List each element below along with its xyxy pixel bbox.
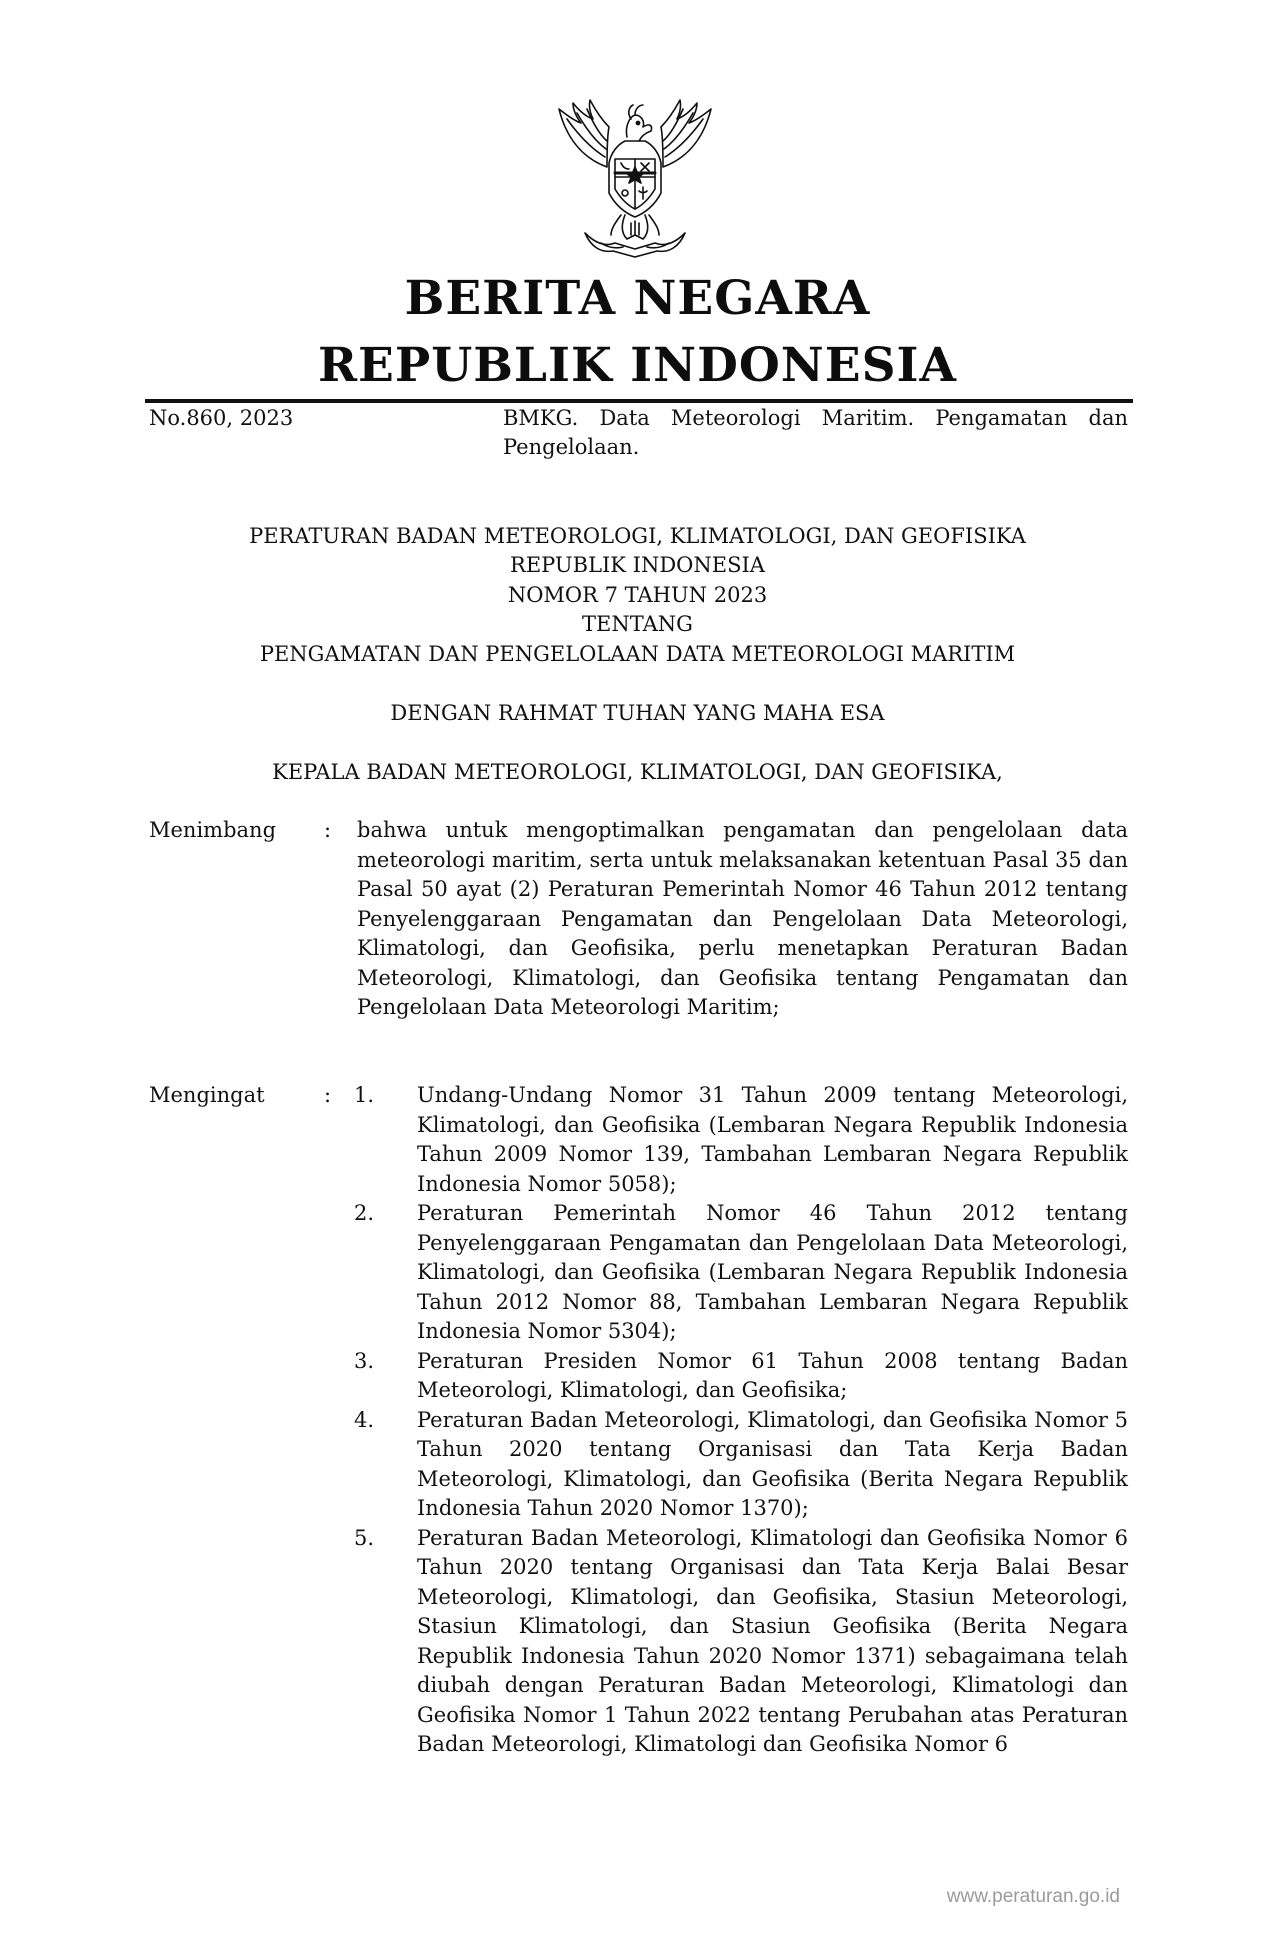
regulation-title-line-5: PENGAMATAN DAN PENGELOLAAN DATA METEOROLOGI MARITIM: [259, 642, 1016, 666]
regulation-title-line-3: NOMOR 7 TAHUN 2023: [507, 583, 768, 607]
list-item-text: Peraturan Pemerintah Nomor 46 Tahun 2012 tentang Penyelenggaraan Pengamatan dan Pengelolaan Data Meteorologi, Klimatologi, dan Geofisika (Lembaran Negara Republik Indonesia Tahun 2012 Nomor 88, Tambahan Lembaran Negara Republik Indonesia Nomor 5304);: [417, 1201, 1128, 1343]
list-item: [354, 1199, 1128, 1347]
menimbang-label: Menimbang: [149, 818, 277, 842]
list-item-number: 4.: [354, 1407, 375, 1432]
list-item: [354, 1347, 1128, 1406]
list-item-number: 1.: [354, 1083, 375, 1107]
menimbang-text: bahwa untuk mengoptimalkan pengamatan dan pengelolaan data meteorologi maritim, serta untuk melaksanakan ketentuan Pasal 35 dan Pasal 50 ayat (2) Peraturan Pemerintah Nomor 46 Tahun 2012 tentang Penyelenggaraan Pengamatan dan Pengelolaan Data Meteorologi, Klimatologi, dan Geofisika, perlu menetapkan Peraturan Badan Meteorologi, Klimatologi, dan Geofisika tentang Pengamatan dan Pengelolaan Data Meteorologi Maritim;: [357, 818, 1128, 1019]
regulation-title-line-4: TENTANG: [582, 612, 693, 636]
garuda-pancasila-emblem-icon: [545, 97, 725, 259]
mengingat-colon: :: [324, 1083, 332, 1107]
list-item: [354, 1081, 1128, 1199]
masthead-subtitle: REPUBLIK INDONESIA: [317, 338, 957, 393]
gazette-number: No.860, 2023: [149, 406, 294, 430]
list-item-number: 3.: [354, 1348, 375, 1373]
list-item-text: Peraturan Presiden Nomor 61 Tahun 2008 tentang Badan Meteorologi, Klimatologi, dan Geofisika;: [417, 1348, 1128, 1402]
regulation-title-line-1: PERATURAN BADAN METEOROLOGI, KLIMATOLOGI, DAN GEOFISIKA: [249, 524, 1026, 548]
mengingat-list: [354, 1081, 1128, 1760]
issuer: KEPALA BADAN METEOROLOGI, KLIMATOLOGI, DAN GEOFISIKA,: [272, 760, 1003, 784]
mengingat-label: Mengingat: [149, 1083, 265, 1107]
list-item: [354, 1406, 1128, 1524]
gazette-subject: BMKG. Data Meteorologi Maritim. Pengamatan dan Pengelolaan.: [503, 406, 1128, 459]
list-item-text: Peraturan Badan Meteorologi, Klimatologi dan Geofisika Nomor 6 Tahun 2020 tentang Organisasi dan Tata Kerja Balai Besar Meteorologi, Klimatologi, dan Geofisika, Stasiun Meteorologi, Stasiun Klimatologi, dan Stasiun Geofisika (Berita Negara Republik Indonesia Tahun 2020 Nomor 1371) sebagaimana telah diubah dengan Peraturan Badan Meteorologi, Klimatologi dan Geofisika Nomor 1 Tahun 2022 tentang Perubahan atas Peraturan Badan Meteorologi, Klimatologi dan Geofisika Nomor 6: [417, 1525, 1128, 1756]
menimbang-colon: :: [324, 818, 332, 842]
list-item-text: Peraturan Badan Meteorologi, Klimatologi, dan Geofisika Nomor 5 Tahun 2020 tentang Organisasi dan Tata Kerja Badan Meteorologi, Klimatologi, dan Geofisika (Berita Negara Republik Indonesia Tahun 2020 Nomor 1370);: [417, 1407, 1128, 1520]
list-item-number: 5.: [354, 1525, 375, 1550]
list-item-text: Undang-Undang Nomor 31 Tahun 2009 tentang Meteorologi, Klimatologi, dan Geofisika (Lembaran Negara Republik Indonesia Tahun 2009 Nomor 139, Tambahan Lembaran Negara Republik Indonesia Nomor 5058);: [417, 1083, 1128, 1196]
footer-website-link[interactable]: www.peraturan.go.id: [946, 1886, 1120, 1907]
list-item-number: 2.: [354, 1201, 375, 1225]
masthead-divider: [145, 399, 1133, 403]
invocation: DENGAN RAHMAT TUHAN YANG MAHA ESA: [390, 701, 885, 725]
masthead-title: BERITA NEGARA: [404, 271, 871, 326]
list-item: [354, 1524, 1128, 1760]
regulation-title-line-2: REPUBLIK INDONESIA: [510, 553, 765, 577]
